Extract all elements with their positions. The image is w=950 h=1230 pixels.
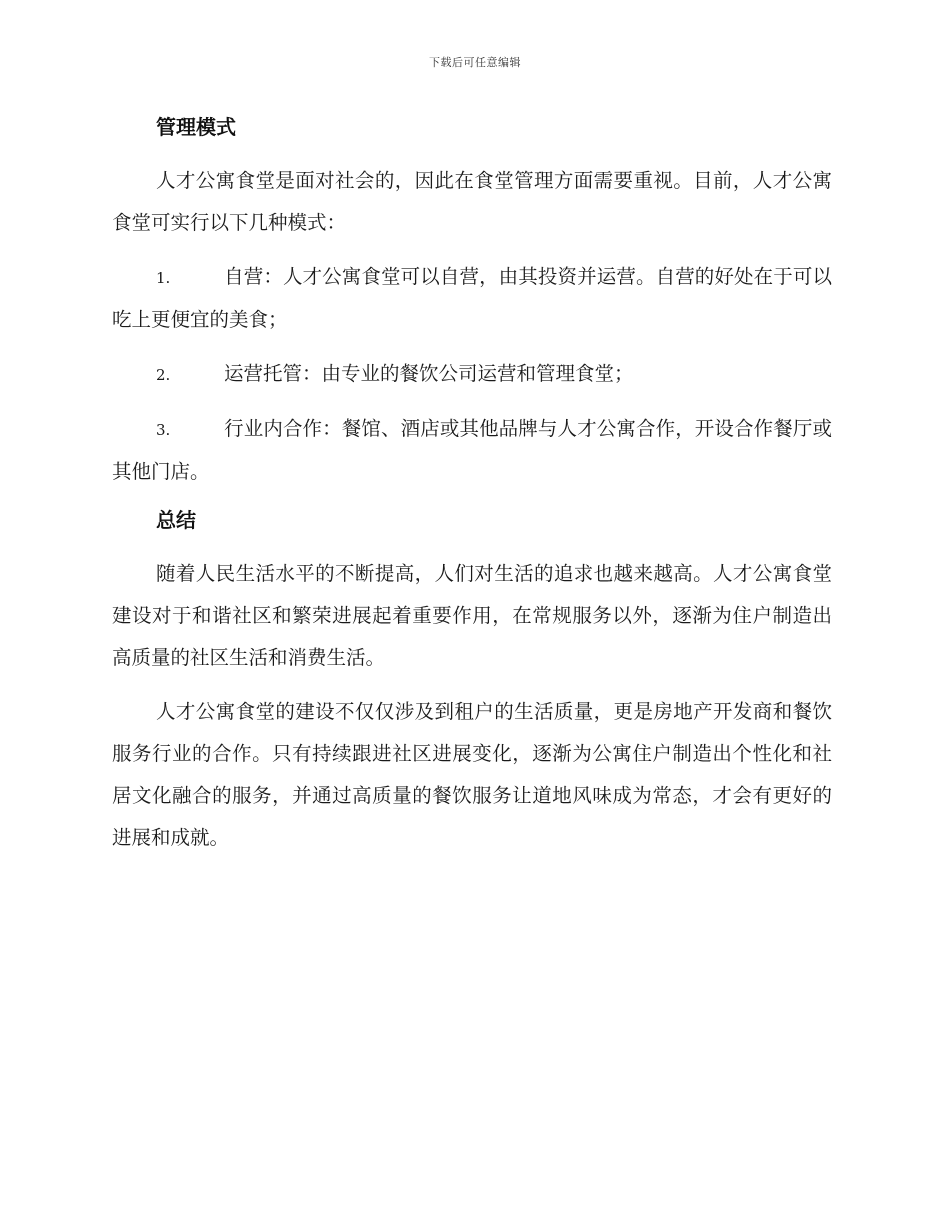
list-text: 运营托管：由专业的餐饮公司运营和管理食堂；: [224, 362, 634, 385]
list-item: [112, 353, 832, 396]
list-number: 1.: [156, 269, 171, 287]
list-number: 3.: [156, 421, 171, 439]
list-text: 自营：人才公寓食堂可以自营，由其投资并运营。自营的好处在于可以吃上更便宜的美食；: [112, 265, 832, 331]
section-title-management: 管理模式: [156, 115, 236, 139]
section-title-summary: 总结: [156, 508, 196, 532]
list-item: [112, 408, 832, 493]
intro-paragraph: 人才公寓食堂是面对社会的，因此在食堂管理方面需要重视。目前，人才公寓食堂可实行以下几种模式：: [112, 169, 832, 234]
list-number: 2.: [156, 366, 171, 384]
list-text: 行业内合作：餐馆、酒店或其他品牌与人才公寓合作，开设合作餐厅或其他门店。: [112, 417, 832, 483]
list-item: [112, 256, 832, 341]
summary-paragraph: 随着人民生活水平的不断提高，人们对生活的追求也越来越高。人才公寓食堂建设对于和谐社区和繁荣进展起着重要作用，在常规服务以外，逐渐为住户制造出高质量的社区生活和消费生活。: [112, 562, 832, 669]
document-body: [112, 112, 832, 871]
page-header: 下载后可任意编辑: [429, 56, 521, 69]
summary-paragraph: 人才公寓食堂的建设不仅仅涉及到租户的生活质量，更是房地产开发商和餐饮服务行业的合作。只有持续跟进社区进展变化，逐渐为公寓住户制造出个性化和社居文化融合的服务，并通过高质量的餐饮服务让道地风味成为常态，才会有更好的进展和成就。: [112, 700, 832, 849]
